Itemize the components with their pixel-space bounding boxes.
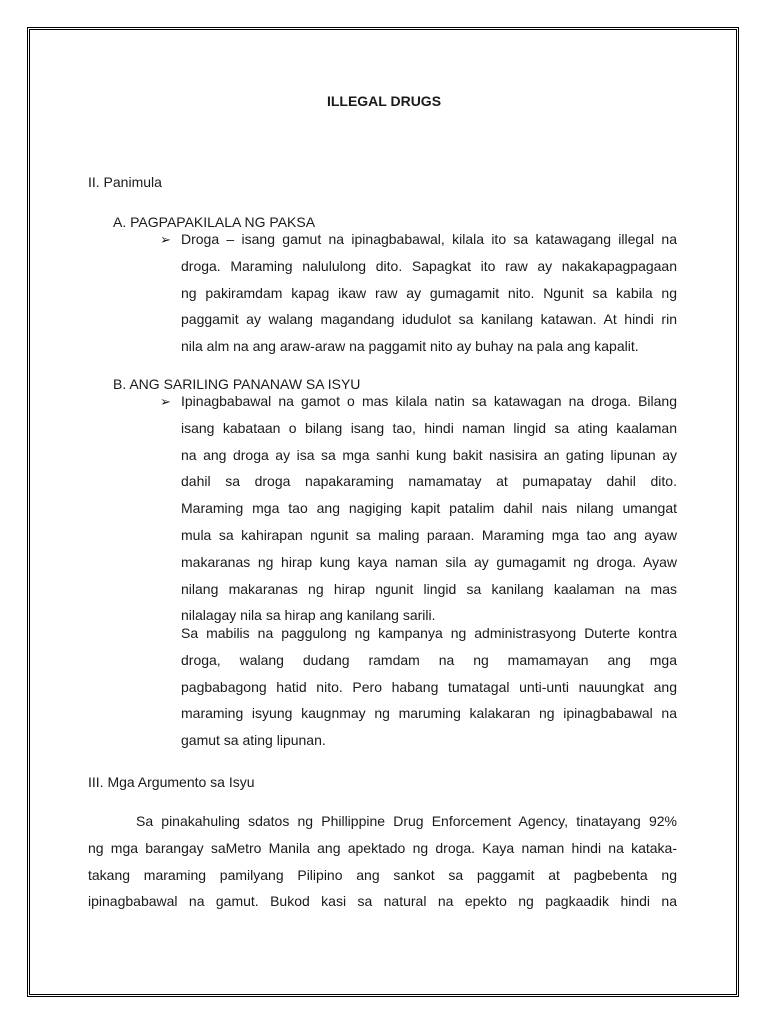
section-ii-heading: II. Panimula	[88, 174, 162, 190]
paragraph-line: takang maraming pamilyang Pilipino ang sankot sa paggamit at pagbebenta ng	[88, 866, 677, 883]
paragraph-line: pagbabagong hatid nito. Pero habang tumatagal unti-unti nauungkat ang	[181, 678, 677, 695]
subsection-b-heading: B. ANG SARILING PANANAW SA ISYU	[113, 376, 361, 392]
bullet-arrow-icon: ➢	[160, 232, 171, 247]
section-iii-heading: III. Mga Argumento sa Isyu	[88, 774, 255, 790]
paragraph-line: nilalagay nila sa hirap ang kanilang sarili.	[181, 607, 436, 624]
paragraph-line: Ipinagbabawal na gamot o mas kilala natin sa katawagan na droga. Bilang	[181, 393, 677, 409]
paragraph-line: dahil sa droga napakaraming namamatay at pumapatay dahil dito.	[181, 473, 677, 490]
paragraph-line: droga, walang dudang ramdam na ng mamamayan ang mga	[181, 651, 677, 668]
paragraph-line: Droga – isang gamut na ipinagbabawal, kilala ito sa katawagang illegal na	[181, 231, 677, 247]
subsection-b-paragraph-2	[181, 620, 677, 754]
paragraph-line: ng pakiramdam kapag ikaw raw ay gumagamit nito. Ngunit sa kabila ng	[181, 284, 677, 301]
paragraph-line: Maraming mga tao ang nagiging kapit patalim dahil nais nilang umangat	[181, 500, 677, 517]
paragraph-line: mula sa kahirapan ngunit sa maling paraan. Maraming mga tao ang ayaw	[181, 526, 677, 543]
subsection-a-paragraph	[181, 226, 677, 360]
section-iii-paragraph	[88, 808, 677, 915]
paragraph-line: nila alm na ang araw-araw na paggamit nito ay buhay na pala ang kapalit.	[181, 338, 639, 355]
paragraph-line: droga. Maraming nalululong dito. Sapagkat ito raw ay nakakapagpagaan	[181, 257, 677, 274]
paragraph-line: isang kabataan o bilang isang tao, hindi naman lingid sa ating kaalaman	[181, 419, 677, 436]
paragraph-line: maraming isyung kaugnmay ng maruming kalakaran ng ipinagbabawal na	[181, 705, 677, 722]
paragraph-line: Sa mabilis na paggulong ng kampanya ng administrasyong Duterte kontra	[181, 625, 677, 641]
subsection-a-heading: A. PAGPAPAKILALA NG PAKSA	[113, 214, 316, 230]
paragraph-line: gamut sa ating lipunan.	[181, 732, 326, 749]
paragraph-line: ng mga barangay saMetro Manila ang apektado ng droga. Kaya naman hindi na kataka-	[88, 839, 677, 856]
paragraph-line: makaranas ng hirap kung kaya naman sila ay gumagamit ng droga. Ayaw	[181, 553, 677, 570]
bullet-arrow-icon: ➢	[160, 394, 171, 409]
paragraph-line: paggamit ay walang magandang idudulot sa kanilang katawan. At hindi rin	[181, 311, 677, 328]
paragraph-line: nilang makaranas ng hirap ngunit lingid sa kanilang kaalaman na mas	[181, 580, 677, 597]
paragraph-line: na ang droga ay isa sa mga sanhi kung bakit nasisira an gating lipunan ay	[181, 446, 677, 463]
paragraph-line: Sa pinakahuling sdatos ng Phillippine Drug Enforcement Agency, tinatayang 92%	[136, 813, 677, 829]
subsection-b-paragraph	[181, 388, 677, 629]
document-title: ILLEGAL DRUGS	[326, 93, 442, 109]
paragraph-line: ipinagbabawal na gamut. Bukod kasi sa natural na epekto ng pagkaadik hindi na	[88, 893, 677, 910]
